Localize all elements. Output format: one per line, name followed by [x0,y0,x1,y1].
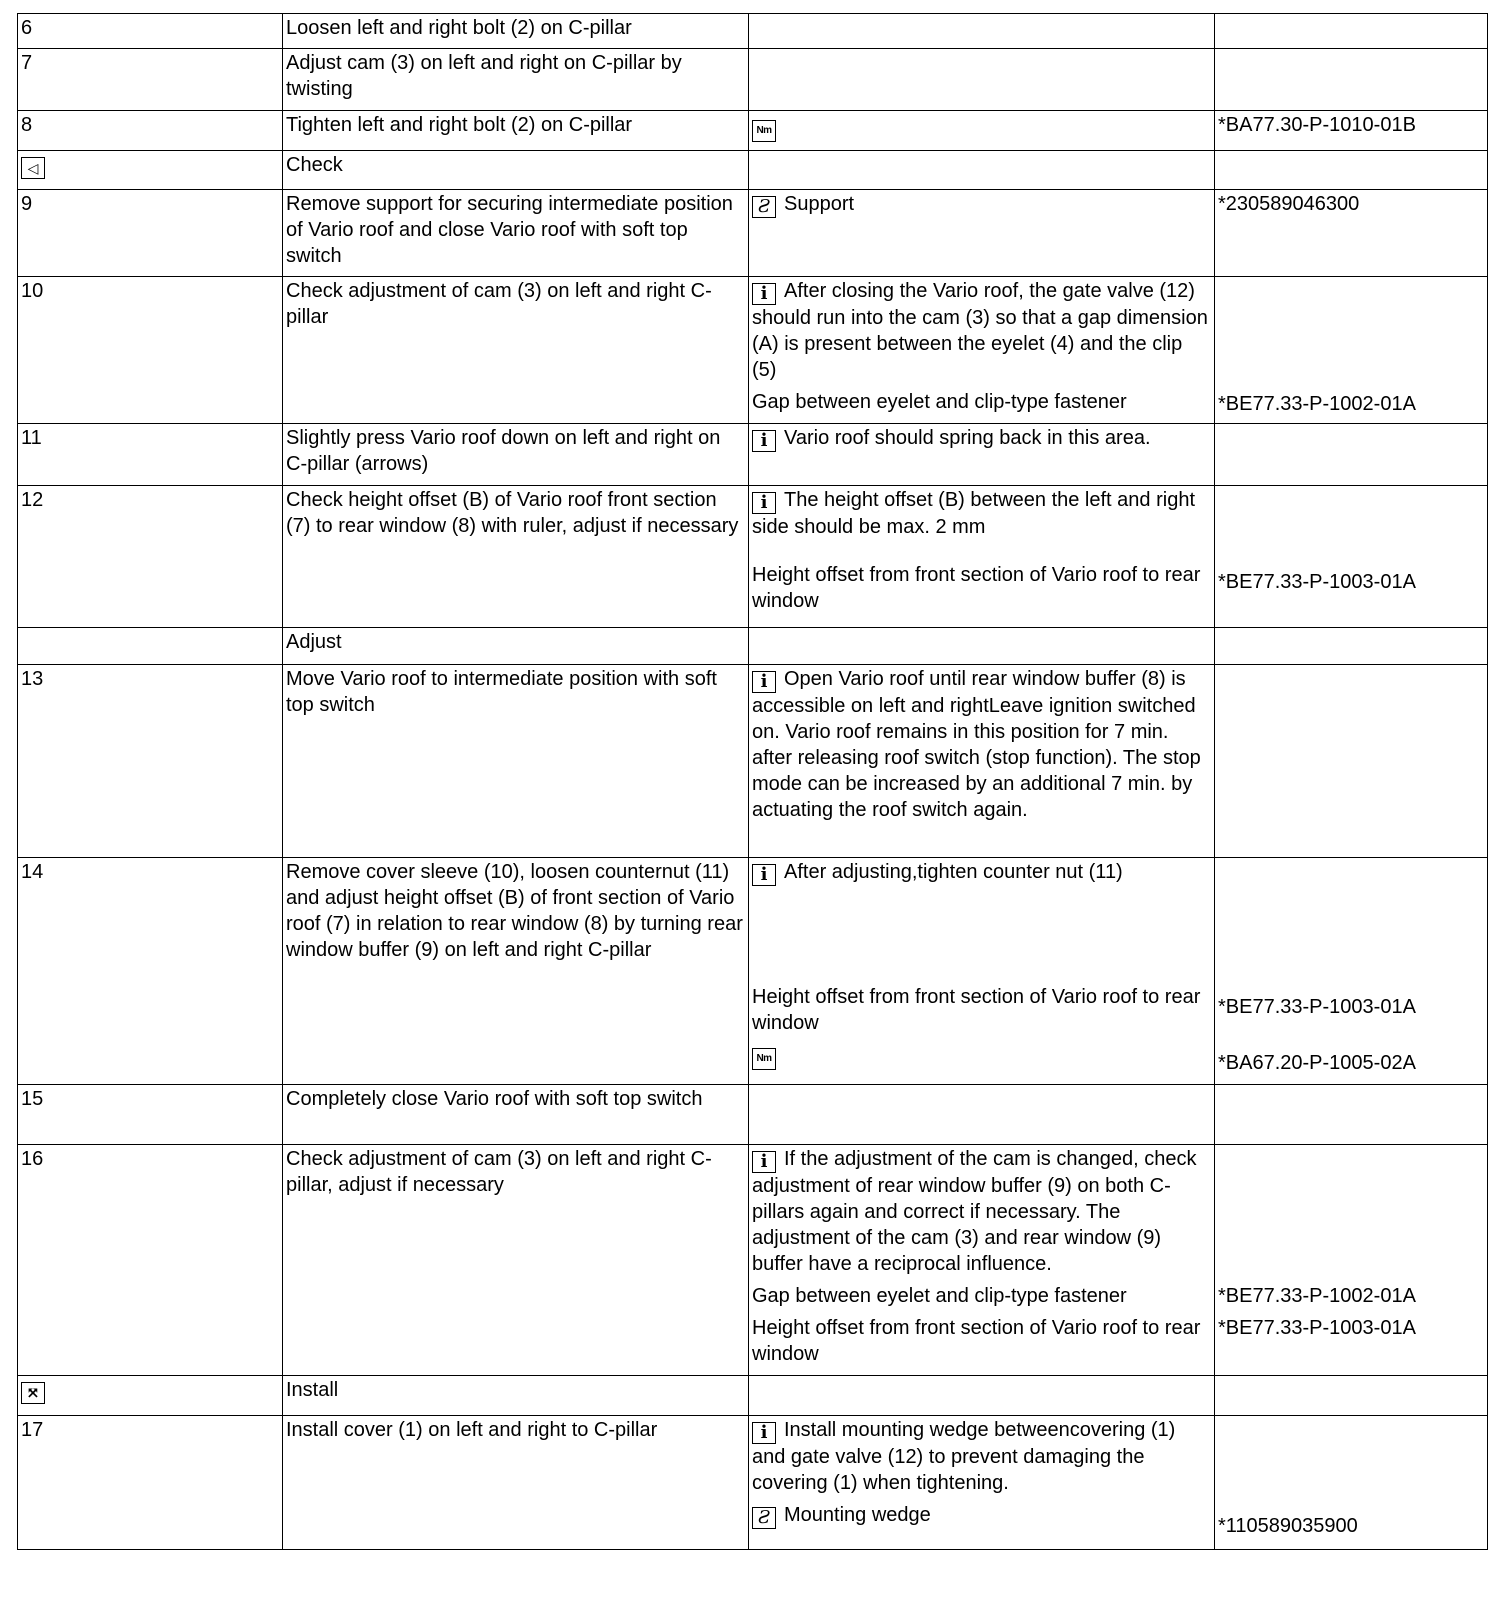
step-action: Loosen left and right bolt (2) on C-pillar [283,14,749,49]
step-reference[interactable] [1215,277,1488,424]
info-icon [752,864,776,886]
note-text: Open Vario roof until rear window buffer (8) is accessible on left and rightLeave ignition switched on. Vario roof remains in this position for 7 min. after releasing roof switch (stop function). The stop mode can be increased by an additional 7 min. by actuating the roof switch again. [752,668,1201,821]
step-number: 6 [18,14,283,49]
note-text: If the adjustment of the cam is changed, check adjustment of rear window buffer (9) on both C-pillars again and correct if necessary. The adjustment of the cam (3) and rear window (9) buffer have a reciprocal influence. [752,1148,1197,1275]
install-icon [21,1382,45,1404]
step-reference [1215,1085,1488,1145]
reference-link-2[interactable]: *BE77.33-P-1003-01A [1218,1317,1416,1339]
torque-nm-icon [752,120,776,142]
table-row [18,1085,1488,1145]
empty-cell [749,1376,1215,1416]
reference-link[interactable]: *BE77.33-P-1003-01A [1218,996,1416,1018]
reference-link[interactable]: *BE77.33-P-1002-01A [1218,393,1416,415]
section-icon-cell [18,151,283,190]
step-note [749,486,1215,628]
step-reference [1215,14,1488,49]
section-title: Install [283,1376,749,1416]
step-number: 8 [18,111,283,151]
empty-cell [1215,1376,1488,1416]
step-note [749,49,1215,111]
step-action: Check adjustment of cam (3) on left and right C-pillar, adjust if necessary [283,1145,749,1376]
step-number: 10 [18,277,283,424]
table-row [18,14,1488,49]
step-action: Remove support for securing intermediate position of Vario roof and close Vario roof with soft top switch [283,190,749,277]
table-row [18,49,1488,111]
step-note [749,111,1215,151]
step-action: Check adjustment of cam (3) on left and right C-pillar [283,277,749,424]
note-text-3: Height offset from front section of Vario roof to rear window [752,1317,1201,1365]
note-text-2: Gap between eyelet and clip-type fastener [752,1285,1127,1307]
note-text-2: Height offset from front section of Vario roof to rear window [752,564,1201,612]
special-tool-icon [752,1507,776,1529]
section-row [18,628,1488,665]
empty-cell [1215,628,1488,665]
section-row [18,1376,1488,1416]
step-reference[interactable] [1215,486,1488,628]
step-reference[interactable] [1215,858,1488,1085]
empty-cell [749,151,1215,190]
step-number: 7 [18,49,283,111]
tool-name: Support [784,193,855,215]
step-reference [1215,49,1488,111]
step-number: 14 [18,858,283,1085]
note-text: Vario roof should spring back in this area. [784,427,1151,449]
step-note [749,1145,1215,1376]
step-number: 15 [18,1085,283,1145]
step-note [749,424,1215,486]
section-icon-cell [18,1376,283,1416]
info-icon [752,1422,776,1444]
section-row [18,151,1488,190]
step-note [749,277,1215,424]
procedure-table [17,13,1488,1550]
section-title: Adjust [283,628,749,665]
reference-link[interactable]: *110589035900 [1218,1515,1358,1537]
step-note [749,190,1215,277]
note-text-2: Height offset from front section of Vario roof to rear window [752,986,1201,1034]
note-text: Install mounting wedge betweencovering (1) and gate valve (12) to prevent damaging the covering (1) when tightening. [752,1419,1176,1494]
step-note [749,665,1215,858]
table-row [18,190,1488,277]
info-icon [752,430,776,452]
reference-link[interactable]: *BE77.33-P-1002-01A [1218,1285,1416,1307]
reference-link[interactable]: *BA77.30-P-1010-01B [1218,114,1416,136]
step-note [749,858,1215,1085]
step-note [749,1416,1215,1550]
step-reference[interactable] [1215,111,1488,151]
step-action: Check height offset (B) of Vario roof front section (7) to rear window (8) with ruler, adjust if necessary [283,486,749,628]
step-reference [1215,665,1488,858]
step-action: Slightly press Vario roof down on left and right on C-pillar (arrows) [283,424,749,486]
special-tool-icon [752,196,776,218]
step-reference[interactable] [1215,1145,1488,1376]
step-note [749,14,1215,49]
step-number: 12 [18,486,283,628]
empty-cell [749,628,1215,665]
reference-link-2[interactable]: *BA67.20-P-1005-02A [1218,1052,1416,1074]
table-row [18,277,1488,424]
step-action: Move Vario roof to intermediate position with soft top switch [283,665,749,858]
table-row [18,665,1488,858]
table-row [18,424,1488,486]
table-row [18,1416,1488,1550]
step-action: Install cover (1) on left and right to C-pillar [283,1416,749,1550]
section-title: Check [283,151,749,190]
table-row [18,111,1488,151]
step-number: 16 [18,1145,283,1376]
step-number: 17 [18,1416,283,1550]
step-action: Remove cover sleeve (10), loosen counternut (11) and adjust height offset (B) of front section of Vario roof (7) in relation to rear window (8) by turning rear window buffer (9) on left and right C-pillar [283,858,749,1085]
note-text-2: Gap between eyelet and clip-type fastener [752,391,1127,413]
reference-link[interactable]: *230589046300 [1218,193,1360,215]
empty-cell [18,628,283,665]
step-note [749,1085,1215,1145]
note-text: After adjusting,tighten counter nut (11) [784,861,1123,883]
info-icon [752,671,776,693]
step-action: Adjust cam (3) on left and right on C-pillar by twisting [283,49,749,111]
tool-name: Mounting wedge [784,1504,931,1526]
info-icon [752,283,776,305]
reference-link[interactable]: *BE77.33-P-1003-01A [1218,571,1416,593]
info-icon [752,492,776,514]
note-text: After closing the Vario roof, the gate valve (12) should run into the cam (3) so that a gap dimension (A) is present between the eyelet (4) and the clip (5) [752,280,1208,381]
note-text: The height offset (B) between the left and right side should be max. 2 mm [752,489,1195,538]
empty-cell [1215,151,1488,190]
step-reference [1215,424,1488,486]
step-reference[interactable] [1215,190,1488,277]
torque-nm-icon [752,1048,776,1070]
step-action: Tighten left and right bolt (2) on C-pillar [283,111,749,151]
step-reference[interactable] [1215,1416,1488,1550]
check-icon [21,157,45,179]
step-action: Completely close Vario roof with soft top switch [283,1085,749,1145]
step-number: 13 [18,665,283,858]
step-number: 11 [18,424,283,486]
table-row [18,1145,1488,1376]
step-number: 9 [18,190,283,277]
table-row [18,858,1488,1085]
table-row [18,486,1488,628]
info-icon [752,1151,776,1173]
